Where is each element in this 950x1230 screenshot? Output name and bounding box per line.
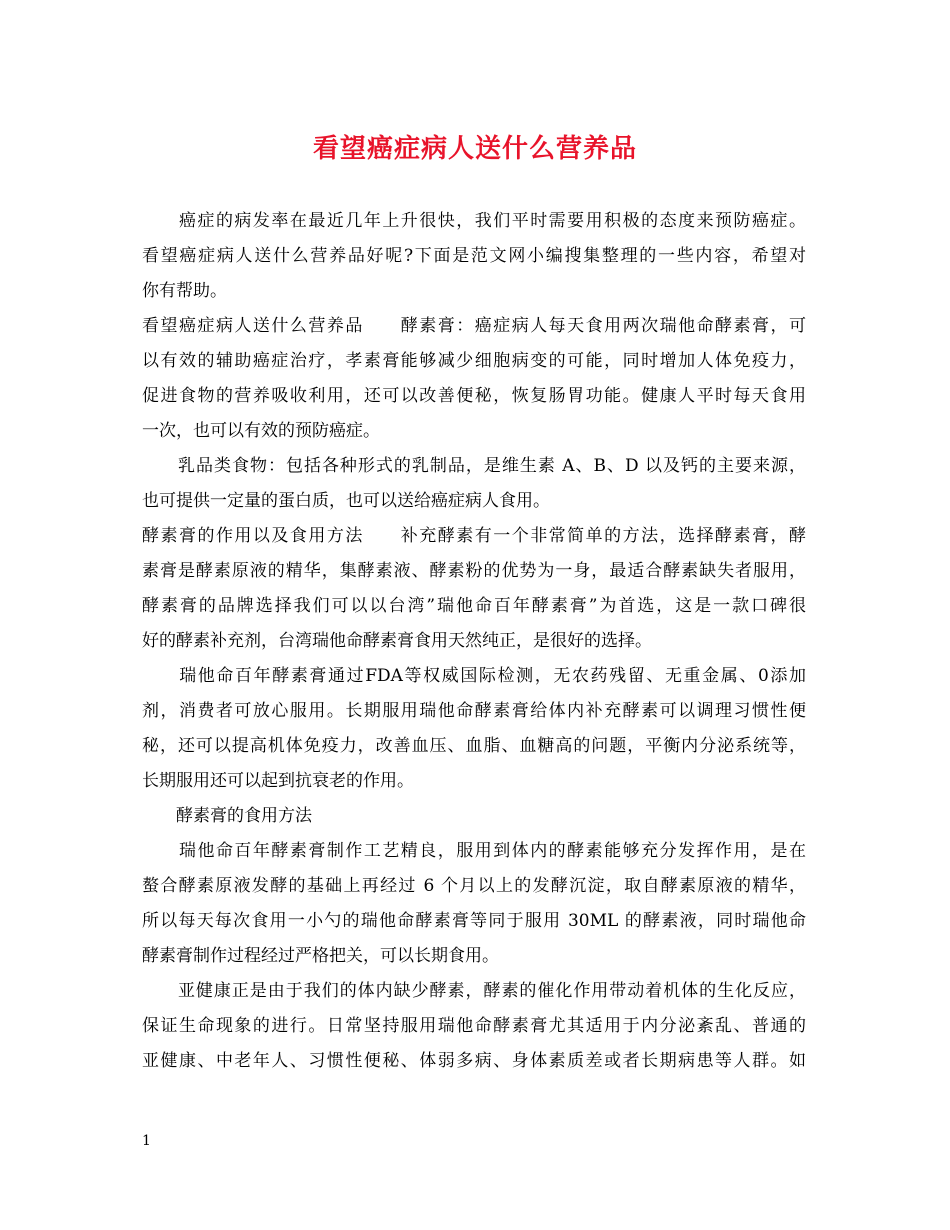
text-line: 酵素膏的食用方法 <box>142 806 312 826</box>
text-line: 亚健康正是由于我们的体内缺少酵素，酵素的催化作用带动着机体的生化反应， <box>142 981 806 1001</box>
page-number: 1 <box>142 1133 151 1149</box>
text-line: 看望癌症病人送什么营养品好呢?下面是范文网小编搜集整理的一些内容，希望对 <box>142 246 806 266</box>
text-line: 瑞他命百年酵素膏制作工艺精良，服用到体内的酵素能够充分发挥作用，是在 <box>142 841 806 861</box>
text-line: 促进食物的营养吸收利用，还可以改善便秘，恢复肠胃功能。健康人平时每天食用 <box>142 386 806 406</box>
text-line: 秘，还可以提高机体免疫力，改善血压、血脂、血糖高的问题，平衡内分泌系统等， <box>142 736 806 756</box>
text-line: 也可提供一定量的蛋白质，也可以送给癌症病人食用。 <box>142 491 550 511</box>
text-line: 一次，也可以有效的预防癌症。 <box>142 421 380 441</box>
text-line: 所以每天每次食用一小勺的瑞他命酵素膏等同于服用 30ML 的酵素液，同时瑞他命 <box>142 911 806 931</box>
text-line: 素膏是酵素原液的精华，集酵素液、酵素粉的优势为一身，最适合酵素缺失者服用， <box>142 561 806 581</box>
text-line: 好的酵素补充剂，台湾瑞他命酵素膏食用天然纯正，是很好的选择。 <box>142 631 652 651</box>
text-line: 长期服用还可以起到抗衰老的作用。 <box>142 771 414 791</box>
document-title: 看望癌症病人送什么营养品 <box>312 134 637 164</box>
text-line: 癌症的病发率在最近几年上升很快，我们平时需要用积极的态度来预防癌症。 <box>142 211 806 231</box>
text-line: 乳品类食物：包括各种形式的乳制品，是维生素 A、B、D 以及钙的主要来源， <box>142 456 806 476</box>
text-line: 保证生命现象的进行。日常坚持服用瑞他命酵素膏尤其适用于内分泌紊乱、普通的 <box>142 1016 806 1036</box>
text-line: 螯合酵素原液发酵的基础上再经过 6 个月以上的发酵沉淀，取自酵素原液的精华， <box>142 876 806 896</box>
text-line: 看望癌症病人送什么营养品 酵素膏：癌症病人每天食用两次瑞他命酵素膏，可 <box>142 316 806 336</box>
text-line: 你有帮助。 <box>142 281 227 301</box>
text-line: 以有效的辅助癌症治疗，孝素膏能够减少细胞病变的可能，同时增加人体免疫力， <box>142 351 806 371</box>
text-line: 瑞他命百年酵素膏通过FDA等权威国际检测，无农药残留、无重金属、0添加 <box>142 666 806 686</box>
text-line: 酵素膏制作过程经过严格把关，可以长期食用。 <box>142 946 499 966</box>
text-line: 酵素膏的作用以及食用方法 补充酵素有一个非常简单的方法，选择酵素膏，酵 <box>142 526 806 546</box>
text-line: 亚健康、中老年人、习惯性便秘、体弱多病、身体素质差或者长期病患等人群。如 <box>142 1051 806 1071</box>
text-line: 酵素膏的品牌选择我们可以以台湾”瑞他命百年酵素膏”为首选，这是一款口碑很 <box>142 596 806 616</box>
text-line: 剂，消费者可放心服用。长期服用瑞他命酵素膏给体内补充酵素可以调理习惯性便 <box>142 701 806 721</box>
